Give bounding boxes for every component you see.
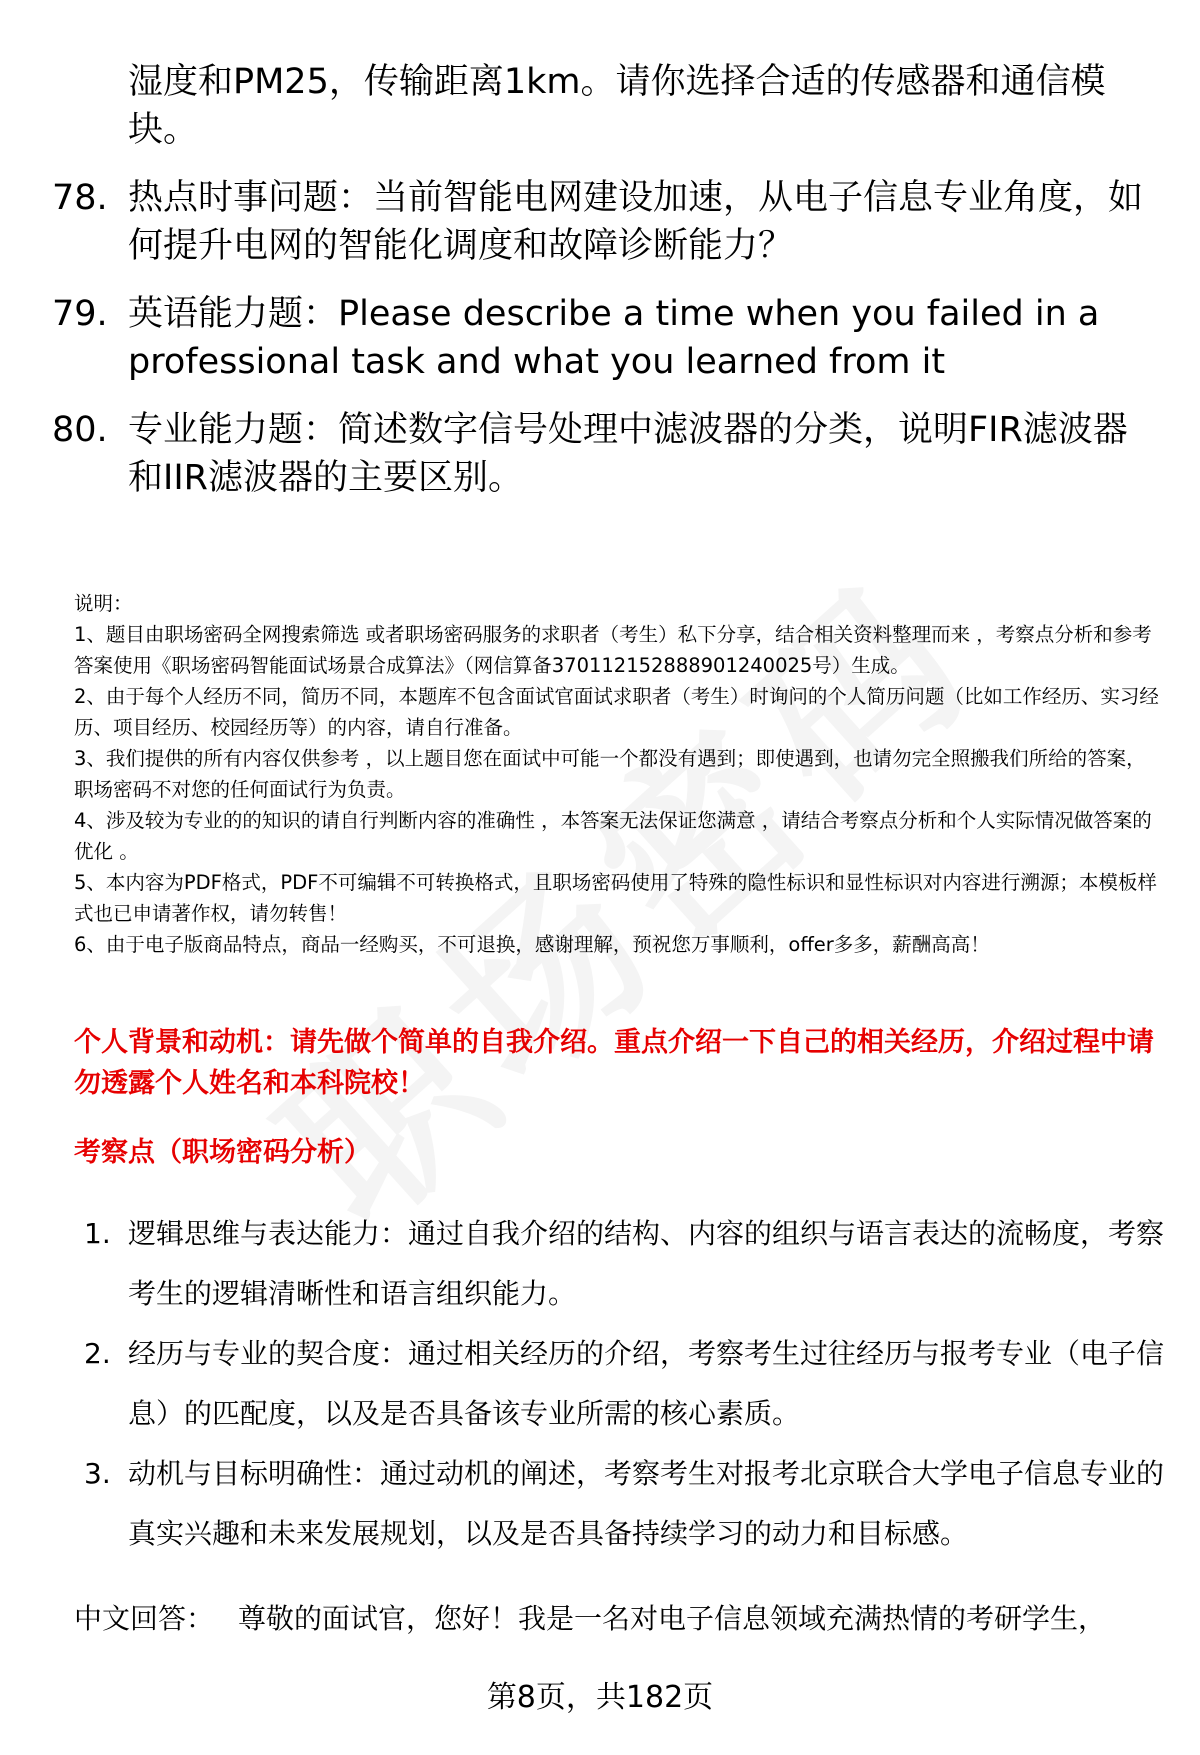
- analysis-point: [84, 1444, 1174, 1564]
- point-text: 动机与目标明确性：通过动机的阐述，考察考生对报考北京联合大学电子信息专业的真实兴趣和未来发展规划，以及是否具备持续学习的动力和目标感。: [128, 1457, 1165, 1550]
- analysis-points: [84, 1204, 1174, 1564]
- question-number: 80.: [52, 410, 108, 450]
- notes-section: [74, 588, 1164, 960]
- note-item: 5、本内容为PDF格式，PDF不可编辑不可转换格式，且职场密码使用了特殊的隐性标识和显性标识对内容进行溯源；本模板样式也已申请著作权，请勿转售！: [74, 871, 1157, 925]
- question-text: 热点时事问题：当前智能电网建设加速，从电子信息专业角度，如何提升电网的智能化调度和故障诊断能力？: [128, 178, 1144, 266]
- note-item: 3、我们提供的所有内容仅供参考 ，以上题目您在面试中可能一个都没有遇到；即使遇到，也请勿完全照搬我们所给的答案，职场密码不对您的任何面试行为负责。: [74, 747, 1146, 801]
- point-number: 2.: [84, 1337, 111, 1370]
- analysis-point: [84, 1204, 1174, 1324]
- question-number: 79.: [52, 294, 108, 334]
- point-number: 3.: [84, 1457, 111, 1490]
- analysis-point: [84, 1324, 1174, 1444]
- answer-label: 中文回答：: [74, 1602, 215, 1635]
- question-77-continuation: 湿度和PM25，传输距离1km。请你选择合适的传感器和通信模块。: [128, 62, 1106, 150]
- point-number: 1.: [84, 1217, 111, 1250]
- question-number: 78.: [52, 178, 108, 218]
- page-footer: 第8页，共182页: [486, 1680, 714, 1715]
- note-item: 6、由于电子版商品特点，商品一经购买，不可退换，感谢理解，预祝您万事顺利，offer多多，薪酬高高！: [74, 933, 990, 956]
- note-item: 2、由于每个人经历不同，简历不同，本题库不包含面试官面试求职者（考生）时询问的个人简历问题（比如工作经历、实习经历、项目经历、校园经历等）的内容，请自行准备。: [74, 685, 1159, 739]
- question-text: 专业能力题：简述数字信号处理中滤波器的分类，说明FIR滤波器和IIR滤波器的主要区别。: [128, 410, 1128, 498]
- analysis-subheading: 考察点（职场密码分析）: [74, 1137, 371, 1168]
- answer-line: [74, 1596, 1174, 1642]
- note-item: 1、题目由职场密码全网搜索筛选 或者职场密码服务的求职者（考生）私下分享，结合相关资料整理而来 ，考察点分析和参考答案使用《职场密码智能面试场景合成算法》（网信算备370112152888901240025号）生成。: [74, 623, 1152, 677]
- point-text: 经历与专业的契合度：通过相关经历的介绍，考察考生过往经历与报考专业（电子信息）的匹配度，以及是否具备该专业所需的核心素质。: [128, 1337, 1165, 1430]
- point-text: 逻辑思维与表达能力：通过自我介绍的结构、内容的组织与语言表达的流畅度，考察考生的逻辑清晰性和语言组织能力。: [128, 1217, 1165, 1310]
- question-text: 英语能力题：Please describe a time when you failed in a professional task and what you learned from it: [128, 294, 1100, 382]
- note-item: 4、涉及较为专业的的知识的请自行判断内容的准确性 ，本答案无法保证您满意 ，请结合考察点分析和个人实际情况做答案的优化 。: [74, 809, 1152, 863]
- question-heading: 个人背景和动机：请先做个简单的自我介绍。重点介绍一下自己的相关经历，介绍过程中请勿透露个人姓名和本科院校！: [74, 1027, 1154, 1099]
- answer-text: 尊敬的面试官，您好！我是一名对电子信息领域充满热情的考研学生，: [238, 1602, 1107, 1635]
- notes-title: 说明：: [74, 592, 133, 615]
